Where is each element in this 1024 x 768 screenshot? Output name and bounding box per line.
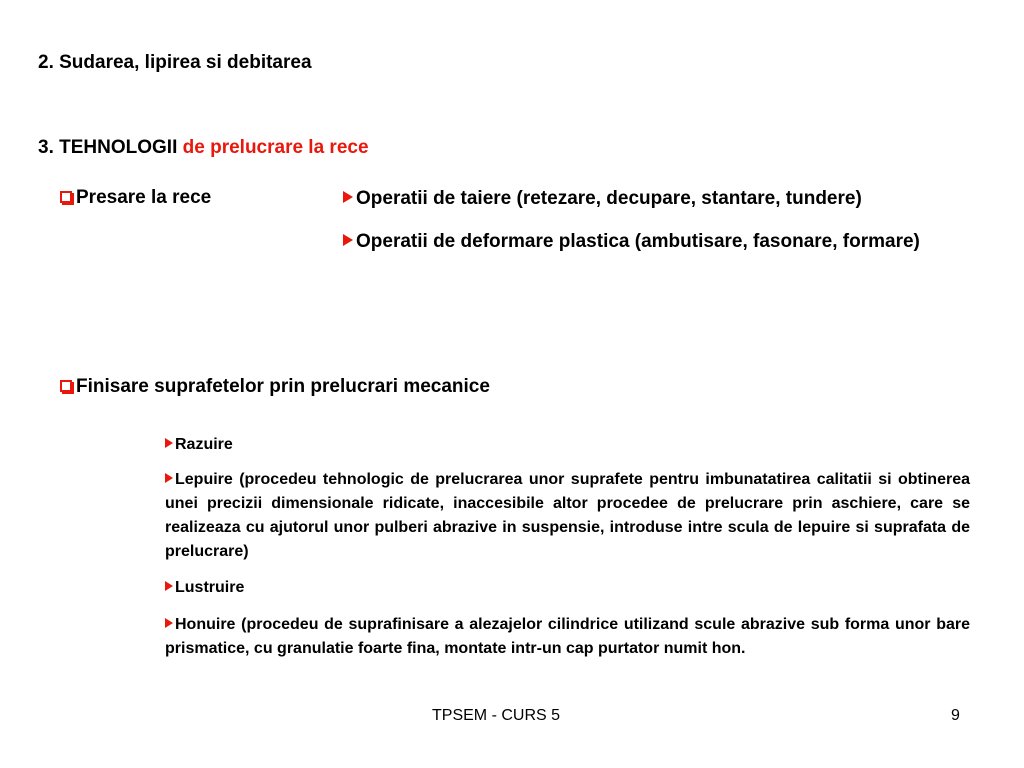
heading-tehnologii-prefix: 3. TEHNOLOGII <box>38 137 178 158</box>
arrow-bullet-icon <box>165 438 173 448</box>
heading-sudarea-text: 2. Sudarea, lipirea si debitarea <box>38 52 312 73</box>
presare-item-1-text: Operatii de taiere (retezare, decupare, stantare, tundere) <box>356 188 862 209</box>
presare-label: Presare la rece <box>76 187 212 208</box>
arrow-bullet-icon <box>165 473 173 483</box>
heading-tehnologii <box>38 137 369 159</box>
footer-title-text: TPSEM - CURS 5 <box>432 707 561 724</box>
finisare-item-3 <box>165 576 970 600</box>
arrow-bullet-icon <box>165 581 173 591</box>
square-bullet-icon <box>60 191 72 203</box>
presare-bullet <box>60 187 211 209</box>
heading-tehnologii-highlight: de prelucrare la rece <box>182 137 369 158</box>
arrow-bullet-icon <box>165 618 173 628</box>
finisare-item-3-text: Lustruire <box>175 579 245 596</box>
square-bullet-icon <box>60 380 72 392</box>
finisare-label: Finisare suprafetelor prin prelucrari mecanice <box>76 376 490 397</box>
finisare-item-1-text: Razuire <box>175 436 233 453</box>
presare-item-2 <box>343 229 953 255</box>
page-number-text: 9 <box>951 707 960 724</box>
footer-title <box>432 707 560 725</box>
finisare-item-4-text: Honuire (procedeu de suprafinisare a alezajelor cilindrice utilizand scule abrazive sub forma unor bare prismatice, cu granulatie foarte fina, montate intr-un cap purtator numit hon. <box>165 616 970 657</box>
arrow-bullet-icon <box>343 191 353 203</box>
finisare-bullet <box>60 376 490 398</box>
presare-item-1 <box>343 186 983 212</box>
presare-item-2-text: Operatii de deformare plastica (ambutisare, fasonare, formare) <box>356 231 920 252</box>
page-number <box>951 707 960 725</box>
finisare-item-4 <box>165 613 970 661</box>
finisare-item-1 <box>165 433 970 457</box>
finisare-item-2-text: Lepuire (procedeu tehnologic de prelucrarea unor suprafete pentru imbunatatirea calitatii si obtinerea unei precizii dimensionale ridicate, inaccesibile altor procedee de prelucrare prin aschiere, care se realizeaza cu ajutorul unor pulberi abrazive in suspensie, introduse intre scula de lepuire si suprafata de prelucrare) <box>165 471 970 560</box>
finisare-item-2 <box>165 468 970 564</box>
heading-sudarea <box>38 52 312 74</box>
arrow-bullet-icon <box>343 234 353 246</box>
